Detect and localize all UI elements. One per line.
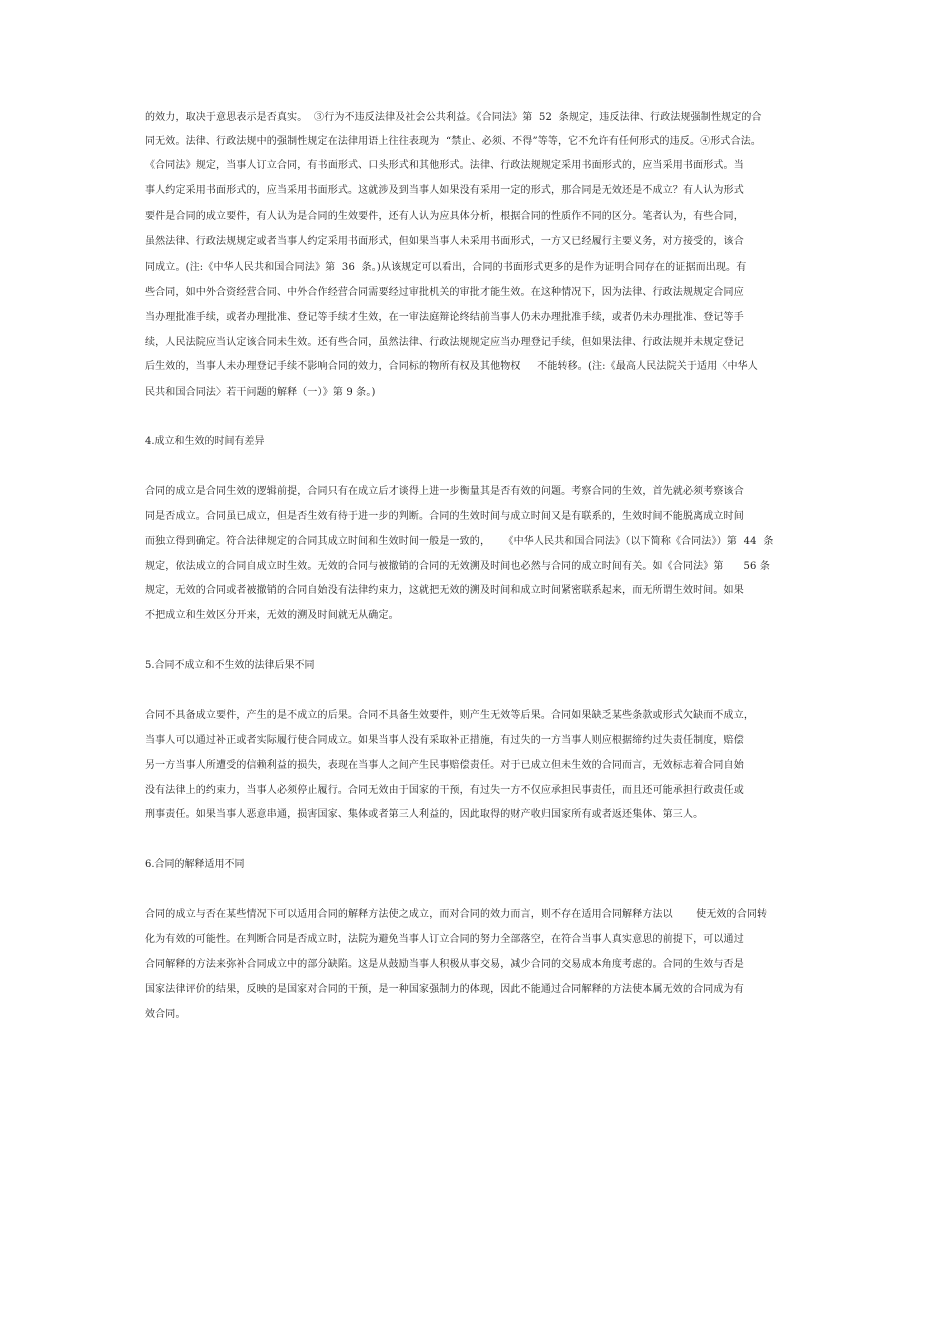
text-line: 续，人民法院应当认定该合同未生效。还有些合同，虽然法律、行政法规规定应当办理登记手续，但如果法律、行政法规并未规定登记 — [145, 337, 744, 348]
text-line: 合同解释的方法来弥补合同成立中的部分缺陷。这是从鼓励当事人积极从事交易，减少合同的交易成本角度考虑的。合同的生效与否是 — [145, 959, 744, 970]
text-line: 合同的成立与否在某些情况下可以适用合同的解释方法使之成立，而对合同的效力而言，则不存在适用合同解释方法以 使无效的合同转 — [145, 909, 768, 920]
text-line: 同成立。(注:《中华人民共和国合同法》第 36 条。)从该规定可以看出，合同的书面形式更多的是作为证明合同存在的证据而出现。有 — [145, 262, 747, 273]
text-line: 效合同。 — [145, 1009, 186, 1020]
text-line: 化为有效的可能性。在判断合同是否成立时，法院为避免当事人订立合同的努力全部落空，在符合当事人真实意思的前提下，可以通过 — [145, 934, 744, 945]
text-line: 民共和国合同法〉若干问题的解释（一）》第 9 条。) — [145, 387, 376, 398]
text-line: 事人约定采用书面形式的，应当采用书面形式。这就涉及到当事人如果没有采用一定的形式，那合同是无效还是不成立？有人认为形式 — [145, 185, 744, 196]
text-line: 虽然法律、行政法规规定或者当事人约定采用书面形式，但如果当事人未采用书面形式，一方又已经履行主要义务，对方接受的，该合 — [145, 236, 744, 247]
text-line: 合同的成立是合同生效的逻辑前提，合同只有在成立后才谈得上进一步衡量其是否有效的问题。考察合同的生效，首先就必须考察该合 — [145, 486, 744, 497]
text-line: 些合同，如中外合资经营合同、中外合作经营合同需要经过审批机关的审批才能生效。在这种情况下，因为法律、行政法规规定合同应 — [145, 287, 744, 298]
text-line: 而独立得到确定。符合法律规定的合同其成立时间和生效时间一般是一致的， 《中华人民共和国合同法》（以下简称《合同法》）第 44 条 — [145, 536, 774, 547]
text-line: 当事人可以通过补正或者实际履行使合同成立。如果当事人没有采取补正措施，有过失的一方当事人则应根据缔约过失责任制度，赔偿 — [145, 735, 744, 746]
section-heading: 6.合同的解释适用不同 — [145, 859, 245, 870]
text-line: 同是否成立。合同虽已成立，但是否生效有待于进一步的判断。合同的生效时间与成立时间又是有联系的，生效时间不能脱离成立时间 — [145, 511, 744, 522]
text-line: 要件是合同的成立要件，有人认为是合同的生效要件，还有人认为应具体分析，根据合同的性质作不同的区分。笔者认为，有些合同， — [145, 211, 744, 222]
text-line: 国家法律评价的结果，反映的是国家对合同的干预，是一种国家强制力的体现，因此不能通过合同解释的方法使本属无效的合同成为有 — [145, 984, 744, 995]
text-line: 规定，无效的合同或者被撤销的合同自始没有法律约束力，这就把无效的溯及时间和成立时间紧密联系起来，而无所谓生效时间。如果 — [145, 585, 744, 596]
text-line: 后生效的，当事人未办理登记手续不影响合同的效力，合同标的物所有权及其他物权 不能转移。(注:《最高人民法院关于适用〈中华人 — [145, 361, 758, 372]
text-line: 另一方当事人所遭受的信赖利益的损失，表现在当事人之间产生民事赔偿责任。对于已成立但未生效的合同而言，无效标志着合同自始 — [145, 760, 744, 771]
section-heading: 5.合同不成立和不生效的法律后果不同 — [145, 660, 315, 671]
text-line: 当办理批准手续，或者办理批准、登记等手续才生效，在一审法庭辩论终结前当事人仍未办理批准手续，或者仍未办理批准、登记等手 — [145, 312, 744, 323]
text-line: 《合同法》规定，当事人订立合同，有书面形式、口头形式和其他形式。法律、行政法规规定采用书面形式的，应当采用书面形式。当 — [145, 160, 744, 171]
text-line: 同无效。法律、行政法规中的强制性规定在法律用语上往往表现为 “禁止、必须、不得”等等，它不允许有任何形式的违反。④形式合法。 — [145, 136, 762, 147]
text-line: 没有法律上的约束力，当事人必须停止履行。合同无效由于国家的干预，有过失一方不仅应承担民事责任，而且还可能承担行政责任或 — [145, 785, 744, 796]
text-line: 规定，依法成立的合同自成立时生效。无效的合同与被撤销的合同的无效溯及时间也必然与合同的成立时间有关。如《合同法》第 56 条 — [145, 561, 771, 572]
text-line: 刑事责任。如果当事人恶意串通，损害国家、集体或者第三人利益的，因此取得的财产收归国家所有或者返还集体、第三人。 — [145, 809, 704, 820]
text-line: 不把成立和生效区分开来，无效的溯及时间就无从确定。 — [145, 610, 399, 621]
section-heading: 4.成立和生效的时间有差异 — [145, 436, 265, 447]
text-line: 的效力，取决于意思表示是否真实。 ③行为不违反法律及社会公共利益。《合同法》第 52 条规定，违反法律、行政法规强制性规定的合 — [145, 112, 762, 123]
text-line: 合同不具备成立要件，产生的是不成立的后果。合同不具备生效要件，则产生无效等后果。合同如果缺乏某些条款或形式欠缺而不成立， — [145, 710, 754, 721]
